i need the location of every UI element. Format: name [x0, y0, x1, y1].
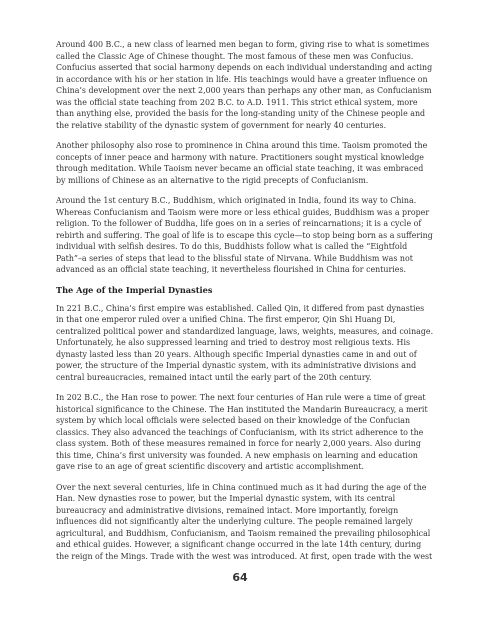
body-text [56, 39, 434, 571]
paragraph: In 202 B.C., the Han rose to power. The next four centuries of Han rule were a time of great historical significance to the Chinese. The Han instituted the Mandarin Bureaucracy, a merit system by which local officials were selected based on their knowledge of the Confucian classics. They also advanced the teachings of Confucianism, with its strict adherence to the class system. Both of these measures remained in force for nearly 2,000 years. Also during this time, China’s first university was founded. A new emphasis on learning and education gave rise to an age of great scientific discovery and artistic accomplishment. [56, 393, 428, 471]
paragraph: Another philosophy also rose to prominence in China around this time. Taoism promoted the concepts of inner peace and harmony with nature. Practitioners sought mystical knowledge through meditation. While Taoism never became an official state teaching, it was embraced by millions of Chinese as an alternative to the rigid precepts of Confucianism. [56, 141, 428, 185]
page-number: 64 [232, 571, 248, 584]
paragraph: Around 400 B.C., a new class of learned men began to form, giving rise to what is sometimes called the Classic Age of Chinese thought. The most famous of these men was Confucius. Confucius asserted that social harmony depends on each individual understanding and acting in accordance with his or her station in life. His teachings would have a greater influence on China’s development over the next 2,000 years than perhaps any other man, as Confucianism was the official state teaching from 202 B.C. to A.D. 1911. This strict ethical system, more than anything else, provided the basis for the long-standing unity of the Chinese people and the relative stability of the dynastic system of government for nearly 40 centuries. [56, 40, 433, 130]
paragraph: Around the 1st century B.C., Buddhism, which originated in India, found its way to China. Whereas Confucianism and Taoism were more or less ethical guides, Buddhism was a proper religion. To the follower of Buddha, life goes on in a series of reincarnations; it is a cycle of rebirth and suffering. The goal of life is to escape this cycle—to stop being born as a suffering individual with selfish desires. To do this, Buddhists follow what is called the “Eightfold Path”–a series of steps that lead to the blissful state of Nirvana. While Buddhism was not advanced as an official state teaching, it nevertheless flourished in China for centuries. [56, 196, 433, 274]
paragraph: In 221 B.C., China’s first empire was established. Called Qin, it differed from past dynasties in that one emperor ruled over a unified China. The first emperor, Qin Shi Huang Di, centralized political power and standardized language, laws, weights, measures, and coinage. Unfortunately, he also suppressed learning and tried to destroy most religious texts. His dynasty lasted less than 20 years. Although specific Imperial dynasties came in and out of power, the structure of the Imperial dynastic system, with its administrative divisions and central bureaucracies, remained intact until the early part of the 20th century. [56, 303, 434, 382]
paragraph: Over the next several centuries, life in China continued much as it had during the age of the Han. New dynasties rose to power, but the Imperial dynastic system, with its central bureaucracy and administrative divisions, remained intact. More importantly, foreign influences did not significantly alter the underlying culture. The people remained largely agricultural, and Buddhism, Confucianism, and Taoism remained the prevailing philosophical and ethical guides. However, a significant change occurred in the late 14th century, during the reign of the Mings. Trade with the west was introduced. At first, open trade with the west [56, 482, 433, 561]
section-heading: The Age of the Imperial Dynasties [56, 284, 213, 295]
